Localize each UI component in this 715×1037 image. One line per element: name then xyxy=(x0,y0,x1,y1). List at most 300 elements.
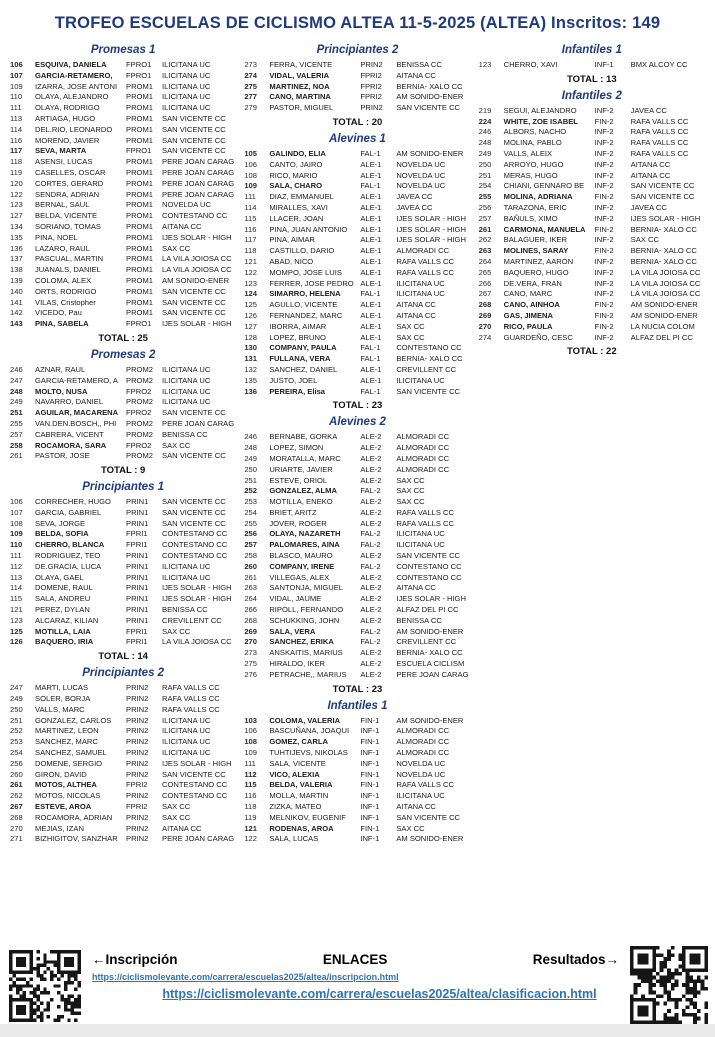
rider-category: INF-2 xyxy=(594,235,614,245)
rider-name: RICO, PAULA xyxy=(503,321,553,331)
rider-number: 247 xyxy=(10,683,23,693)
rider-number: 108 xyxy=(244,737,257,747)
rider-category: ALE-1 xyxy=(360,332,382,342)
rider-club: ILICITANA UC xyxy=(162,60,211,69)
rider-row xyxy=(10,254,236,265)
rider-name: FERRA, VICENTE xyxy=(269,60,333,69)
rider-name: SALA, VICENTE xyxy=(269,758,326,768)
rider-row xyxy=(244,443,470,454)
page xyxy=(0,14,715,1001)
page-title: TROFEO ESCUELAS DE CICLISMO ALTEA 11-5-2025 (ALTEA) Inscritos: 149 xyxy=(54,14,661,32)
section-heading: Alevines 2 xyxy=(329,416,386,429)
rider-name: RIPOLL, FERNANDO xyxy=(269,605,344,615)
rider-club: AITANA CC xyxy=(396,300,436,310)
rider-category: FIN-1 xyxy=(360,823,380,833)
rider-name: ANSKAITIS, MARIUS xyxy=(269,648,343,658)
rider-name: CARMONA, MANUELA xyxy=(503,224,586,234)
rider-category: PRIN2 xyxy=(126,737,149,747)
results-label: Resultados→ xyxy=(532,952,619,967)
rider-number: 251 xyxy=(10,715,23,725)
rider-category: ALE-1 xyxy=(360,375,382,385)
rider-row xyxy=(244,748,470,759)
rider-category: ALE-2 xyxy=(360,443,382,453)
rider-name: MOTOS, NICOLAS xyxy=(35,791,101,801)
rider-club: ILICITANA UC xyxy=(162,748,211,758)
rider-number: 143 xyxy=(10,319,23,329)
rider-row xyxy=(479,333,705,344)
rider-category: PROM2 xyxy=(126,375,154,385)
rider-number: 123 xyxy=(10,200,23,210)
rider-name: SORIANO, TOMAS xyxy=(35,221,101,231)
rider-category: FIN-2 xyxy=(594,310,614,320)
rider-number: 267 xyxy=(478,289,492,299)
rider-name: MIRALLES, XAVI xyxy=(269,202,328,212)
rider-category: FAL-2 xyxy=(360,637,381,647)
rider-row xyxy=(10,200,236,211)
rider-name: ROCAMORA, SARA xyxy=(35,440,107,450)
rider-name: IBORRA, AIMAR xyxy=(269,321,327,331)
rider-number: 268 xyxy=(244,615,257,625)
rider-name: VALLS, MARC xyxy=(35,704,85,714)
rider-number: 135 xyxy=(10,232,23,242)
rider-number: 258 xyxy=(10,440,23,450)
rider-name: MARTINEZ, NOA xyxy=(269,81,330,91)
rider-number: 114 xyxy=(10,124,23,134)
rider-name: GONZALEZ, CARLOS xyxy=(35,715,112,725)
rider-category: FPRO2 xyxy=(126,408,152,418)
rider-row xyxy=(244,171,470,182)
rider-row xyxy=(10,770,236,781)
rider-club: BENISSA CC xyxy=(396,60,442,69)
rider-category: PRIN2 xyxy=(126,704,149,714)
rider-club: NOVELDA UC xyxy=(396,181,446,191)
rider-row xyxy=(244,311,470,322)
rider-club: AITANA CC xyxy=(396,310,436,320)
rider-club: AITANA CC xyxy=(396,70,436,80)
rider-category: INF-2 xyxy=(594,138,614,148)
rider-number: 115 xyxy=(244,780,257,790)
rider-club: ESCUELA CICLISM xyxy=(396,659,465,669)
classification-link[interactable]: https://ciclismolevante.com/carrera/escuelas2025/altea/clasificacion.html xyxy=(162,987,597,1001)
rider-row xyxy=(10,573,236,584)
rider-club: NOVELDA UC xyxy=(396,159,446,169)
rider-name: MERAS, HUGO xyxy=(503,170,558,180)
rider-club: BENISSA CC xyxy=(396,615,442,625)
rider-row xyxy=(244,659,470,670)
rider-number: 264 xyxy=(478,256,492,266)
rider-number: 277 xyxy=(244,92,257,102)
section-heading: Infantiles 1 xyxy=(561,44,622,56)
rider-row xyxy=(10,376,236,387)
rider-row xyxy=(244,824,470,835)
rider-name: DEL.RIO, LEONARDO xyxy=(35,124,113,134)
section-heading: Principiantes 2 xyxy=(316,44,399,56)
rider-number: 106 xyxy=(10,497,23,507)
rider-name: RODRIGUEZ, TEO xyxy=(35,551,101,561)
rider-club: LA NUCIA COLOM xyxy=(630,321,695,331)
rider-name: DIAZ, EMMANUEL xyxy=(269,192,334,202)
rider-category: PROM1 xyxy=(126,200,154,210)
rider-category: PROM1 xyxy=(126,254,154,264)
rider-number: 261 xyxy=(478,224,492,234)
rider-number: 249 xyxy=(10,397,23,407)
rider-club: SAN VICENTE CC xyxy=(396,386,461,396)
rider-club: CONTESTANO CC xyxy=(162,529,228,539)
rider-row xyxy=(244,834,470,845)
rider-number: 124 xyxy=(244,289,257,299)
rider-name: PASTOR, MIGUEL xyxy=(269,103,334,113)
rider-club: AITANA CC xyxy=(396,802,436,812)
rider-category: FAL-2 xyxy=(360,486,381,496)
rider-category: PROM2 xyxy=(126,451,154,461)
rider-name: AZNAR, RAUL xyxy=(35,364,86,374)
rider-club: NOVELDA UC xyxy=(396,769,446,779)
column-right xyxy=(479,39,705,359)
rider-category: INF-2 xyxy=(594,332,614,342)
rider-club: SAX CC xyxy=(162,802,191,812)
rider-row xyxy=(10,551,236,562)
rider-name: BAÑULS, XIMO xyxy=(503,213,558,223)
rider-name: PINA, AIMAR xyxy=(269,235,315,245)
rider-club: ALMORADI CC xyxy=(396,443,450,453)
rider-club: BENISSA CC xyxy=(162,429,208,439)
rider-name: LLACER, JOAN xyxy=(269,213,324,223)
rider-club: ILICITANA UC xyxy=(162,737,211,747)
rider-name: SANCHEZ, MARC xyxy=(35,737,98,747)
rider-club: RAFA VALLS CC xyxy=(162,704,220,714)
rider-number: 137 xyxy=(10,254,23,264)
rider-name: GOMEZ, CARLA xyxy=(269,737,328,747)
rider-category: INF-2 xyxy=(594,159,614,169)
section-total: TOTAL : 23 xyxy=(332,400,383,412)
rider-category: PROM2 xyxy=(126,397,154,407)
rider-row xyxy=(244,780,470,791)
rider-name: ZIZKA, MATEO xyxy=(269,802,322,812)
rider-row xyxy=(10,308,236,319)
rider-name: VIDAL, JAUME xyxy=(269,594,322,604)
rider-club: SAN VICENTE CC xyxy=(396,103,461,113)
rider-row xyxy=(10,222,236,233)
rider-category: FAL-2 xyxy=(360,529,381,539)
rider-category: PROM2 xyxy=(126,418,154,428)
rider-category: FAL-1 xyxy=(360,148,381,158)
rider-name: CABRERA, VICENT xyxy=(35,429,104,439)
rider-name: CORTES, GERARD xyxy=(35,178,104,188)
rider-club: CREVILLENT CC xyxy=(396,364,457,374)
rider-category: INF-1 xyxy=(360,758,380,768)
rider-club: ALFAZ DEL PI CC xyxy=(396,605,459,615)
rider-category: INF-1 xyxy=(360,834,380,844)
rider-row xyxy=(244,181,470,192)
rider-number: 260 xyxy=(244,561,257,571)
inscription-link[interactable]: https://ciclismolevante.com/carrera/escuelas2025/altea/inscripcion.html xyxy=(92,972,399,982)
rider-name: MOTILLA, ENEKO xyxy=(269,497,333,507)
rider-name: ORTS, RODRIGO xyxy=(35,286,97,296)
rider-name: MOLINA, ADRIANA xyxy=(503,192,573,202)
rider-category: ALE-1 xyxy=(360,246,382,256)
rider-number: 248 xyxy=(244,443,257,453)
rider-row xyxy=(10,562,236,573)
rider-number: 270 xyxy=(244,637,257,647)
rider-number: 262 xyxy=(10,791,23,801)
rider-number: 265 xyxy=(478,267,492,277)
rider-row xyxy=(10,71,236,82)
rider-club: RAFA VALLS CC xyxy=(396,518,455,528)
rider-category: ALE-2 xyxy=(360,497,382,507)
rider-number: 136 xyxy=(244,386,257,396)
rider-club: JAVEA CC xyxy=(630,105,667,115)
rider-club: LA VILA JOIOSA CC xyxy=(162,254,232,264)
column-middle xyxy=(244,39,470,845)
rider-row xyxy=(10,265,236,276)
rider-club: SAX CC xyxy=(162,440,191,450)
rider-name: MOTILLA, LAIA xyxy=(35,626,91,636)
rider-club: SAX CC xyxy=(162,243,191,253)
rider-number: 254 xyxy=(478,181,492,191)
rider-row xyxy=(479,203,705,214)
rider-club: CONTESTANO CC xyxy=(396,561,462,571)
rider-number: 256 xyxy=(478,202,492,212)
rider-club: SAX CC xyxy=(396,823,425,833)
rider-name: LAZARO, RAUL xyxy=(35,243,90,253)
rider-name: NAVARRO, DANIEL xyxy=(35,397,104,407)
rider-number: 268 xyxy=(478,300,492,310)
rider-club: SAN VICENTE CC xyxy=(162,497,226,507)
rider-name: BELDA, VICENTE xyxy=(35,211,98,221)
rider-name: MEJIAS, IZAN xyxy=(35,823,84,833)
rider-row xyxy=(10,824,236,835)
rider-row xyxy=(10,737,236,748)
rider-row xyxy=(10,419,236,430)
rider-category: PRIN2 xyxy=(126,726,149,736)
rider-row xyxy=(10,365,236,376)
rider-club: ILICITANA UC xyxy=(162,70,211,80)
rider-row xyxy=(244,203,470,214)
rider-row xyxy=(244,791,470,802)
rider-row xyxy=(244,365,470,376)
rider-category: FAL-1 xyxy=(360,354,381,364)
rider-club: IJES SOLAR - HIGH xyxy=(396,213,466,223)
rider-name: COLOMA, VALERIA xyxy=(269,715,341,725)
rider-club: CONTESTANO CC xyxy=(162,780,228,790)
rider-name: GIRON, DAVID xyxy=(35,769,87,779)
rider-name: SEVA, JORGE xyxy=(35,518,86,528)
rider-row xyxy=(10,540,236,551)
rider-row xyxy=(10,319,236,330)
rider-category: INF-2 xyxy=(594,170,614,180)
rider-club: LA VILA JOIOSA CC xyxy=(162,637,232,647)
rider-row xyxy=(479,235,705,246)
rider-club: ILICITANA UC xyxy=(162,715,211,725)
rider-row xyxy=(244,300,470,311)
rider-number: 136 xyxy=(10,243,23,253)
rider-name: OLAYA, ALEJANDRO xyxy=(35,92,109,102)
rider-row xyxy=(244,387,470,398)
rider-row xyxy=(10,146,236,157)
rider-row xyxy=(244,716,470,727)
rider-club: IJES SOLAR - HIGH xyxy=(162,594,232,604)
rider-club: AM SONIDO-ENER xyxy=(396,834,464,844)
rider-number: 108 xyxy=(244,170,257,180)
rider-row xyxy=(10,529,236,540)
rider-club: ALMORADI CC xyxy=(396,464,450,474)
rider-number: 261 xyxy=(10,780,23,790)
rider-number: 111 xyxy=(244,758,256,768)
rider-category: FPRO1 xyxy=(126,319,152,329)
rider-name: BIZHIGITOV, SANZHAR xyxy=(35,834,118,844)
rider-number: 255 xyxy=(10,418,23,428)
rider-club: AITANA CC xyxy=(396,583,436,593)
rider-category: PRIN2 xyxy=(126,769,149,779)
rider-club: BERNIA- XALO CC xyxy=(630,224,697,234)
rider-club: CONTESTANO CC xyxy=(396,343,462,353)
rider-name: FULLANA, VERA xyxy=(269,354,331,364)
section-total: TOTAL : 22 xyxy=(567,346,617,358)
rider-row xyxy=(10,519,236,530)
rider-row xyxy=(10,813,236,824)
rider-row xyxy=(244,759,470,770)
rider-row xyxy=(10,387,236,398)
rider-number: 107 xyxy=(10,507,23,517)
rider-number: 258 xyxy=(244,551,257,561)
rider-name: BERNAL, SAUL xyxy=(35,200,90,210)
rider-category: FAL-2 xyxy=(360,561,381,571)
rider-club: RAFA VALLS CC xyxy=(162,683,220,693)
rider-name: SEGUI, ALEJANDRO xyxy=(503,105,577,115)
rider-number: 119 xyxy=(244,812,257,822)
rider-club: PERE JOAN CARAG xyxy=(162,189,235,199)
rider-category: ALE-1 xyxy=(360,192,382,202)
rider-category: INF-1 xyxy=(360,748,380,758)
rider-category: ALE-1 xyxy=(360,235,382,245)
rider-number: 246 xyxy=(10,364,23,374)
rider-row xyxy=(479,171,705,182)
rider-category: ALE-1 xyxy=(360,300,382,310)
qr-code-inscription-svg xyxy=(7,950,83,1022)
rider-category: ALE-1 xyxy=(360,213,382,223)
rider-club: SAN VICENTE CC xyxy=(162,507,226,517)
rider-name: MARTINEZ, LEON xyxy=(35,726,99,736)
rider-category: ALE-2 xyxy=(360,464,382,474)
rider-name: FERRER, JOSE PEDRO xyxy=(269,278,354,288)
rider-number: 138 xyxy=(10,265,23,275)
rider-name: COMPANY, PAULA xyxy=(269,343,337,353)
rider-number: 109 xyxy=(10,529,23,539)
rider-club: JAVEA CC xyxy=(630,202,667,212)
rider-name: RICO, MARIO xyxy=(269,170,318,180)
rider-name: PINA, NOEL xyxy=(35,232,78,242)
rider-number: 249 xyxy=(244,453,257,463)
rider-row xyxy=(244,333,470,344)
rider-club: SAN VICENTE CC xyxy=(162,146,226,156)
rider-name: VICEDO, Pau xyxy=(35,308,82,318)
rider-row xyxy=(10,211,236,222)
rider-club: CONTESTANO CC xyxy=(162,551,228,561)
rider-name: TARAZONA, ERIC xyxy=(503,202,567,212)
rider-number: 119 xyxy=(10,167,23,177)
rider-number: 113 xyxy=(10,572,23,582)
rider-name: ESTEVE, ORIOL xyxy=(269,475,328,485)
rider-category: ALE-2 xyxy=(360,432,382,442)
section-total: TOTAL : 13 xyxy=(567,73,617,85)
rider-category: PRIN2 xyxy=(126,812,149,822)
rider-club: AM SONIDO-ENER xyxy=(162,275,230,285)
rider-name: CHERRO, XAVI xyxy=(503,60,558,69)
rider-row xyxy=(244,246,470,257)
rider-category: FIN-1 xyxy=(360,715,380,725)
rider-row xyxy=(244,454,470,465)
rider-row xyxy=(244,486,470,497)
rider-row xyxy=(244,616,470,627)
rider-category: PRIN2 xyxy=(126,748,149,758)
rider-category: PROM1 xyxy=(126,211,154,221)
rider-number: 266 xyxy=(478,278,492,288)
rider-name: BERNABE, GORKA xyxy=(269,432,338,442)
rider-number: 123 xyxy=(10,615,23,625)
rider-number: 261 xyxy=(244,572,257,582)
rider-name: OLAYA, GAEL xyxy=(35,572,84,582)
rider-row xyxy=(244,670,470,681)
rider-category: PRIN1 xyxy=(126,615,149,625)
rider-name: SIMARRO, HELENA xyxy=(269,289,341,299)
rider-row xyxy=(244,497,470,508)
rider-number: 269 xyxy=(478,310,492,320)
rider-club: RAFA VALLS CC xyxy=(396,780,455,790)
rider-category: PROM1 xyxy=(126,103,154,113)
rider-name: MOTOS, ALTHEA xyxy=(35,780,97,790)
rider-name: PALOMARES, AINA xyxy=(269,540,340,550)
rider-number: 252 xyxy=(244,486,257,496)
rider-name: PEREZ, DYLAN xyxy=(35,605,90,615)
rider-name: ABAD, NICO xyxy=(269,256,314,266)
rider-category: ALE-2 xyxy=(360,518,382,528)
rider-name: CASTILLO, DARIO xyxy=(269,246,335,256)
rider-club: ILICITANA UC xyxy=(162,386,211,396)
rider-category: ALE-2 xyxy=(360,615,382,625)
rider-name: TUHTIJEVS, NIKOLAS xyxy=(269,748,348,758)
rider-category: PRIN1 xyxy=(126,605,149,615)
rider-number: 255 xyxy=(244,518,257,528)
rider-number: 139 xyxy=(10,275,23,285)
rider-category: INF-2 xyxy=(594,127,614,137)
rider-name: SENDRA, ADRIAN xyxy=(35,189,100,199)
rider-category: PRIN2 xyxy=(126,694,149,704)
rider-name: MORENO, JAVIER xyxy=(35,135,100,145)
rider-number: 274 xyxy=(244,70,257,80)
rider-club: ILICITANA UC xyxy=(162,364,211,374)
rider-number: 255 xyxy=(478,192,492,202)
rider-name: CHIANI, GENNARO BE xyxy=(503,181,585,191)
rider-number: 263 xyxy=(478,246,492,256)
rider-name: MOLINES, SARAY xyxy=(503,246,569,256)
rider-number: 254 xyxy=(244,507,257,517)
rider-category: ALE-2 xyxy=(360,475,382,485)
rider-club: SAN VICENTE CC xyxy=(162,451,226,461)
rider-category: FPRI1 xyxy=(126,529,148,539)
rider-number: 270 xyxy=(10,823,23,833)
rider-name: PASTOR, JOSE xyxy=(35,451,90,461)
rider-category: FAL-1 xyxy=(360,386,381,396)
rider-row xyxy=(10,508,236,519)
rider-name: SANCHEZ, ERIKA xyxy=(269,637,334,647)
rider-name: AGULLO, VICENTE xyxy=(269,300,338,310)
rider-category: PROM1 xyxy=(126,297,154,307)
rider-club: PERE JOAN CARAG xyxy=(162,167,235,177)
rider-club: CONTESTANO CC xyxy=(162,540,228,550)
rider-number: 253 xyxy=(10,737,23,747)
rider-club: ILICITANA UC xyxy=(396,289,445,299)
rider-club: PERE JOAN CARAG xyxy=(396,669,469,679)
